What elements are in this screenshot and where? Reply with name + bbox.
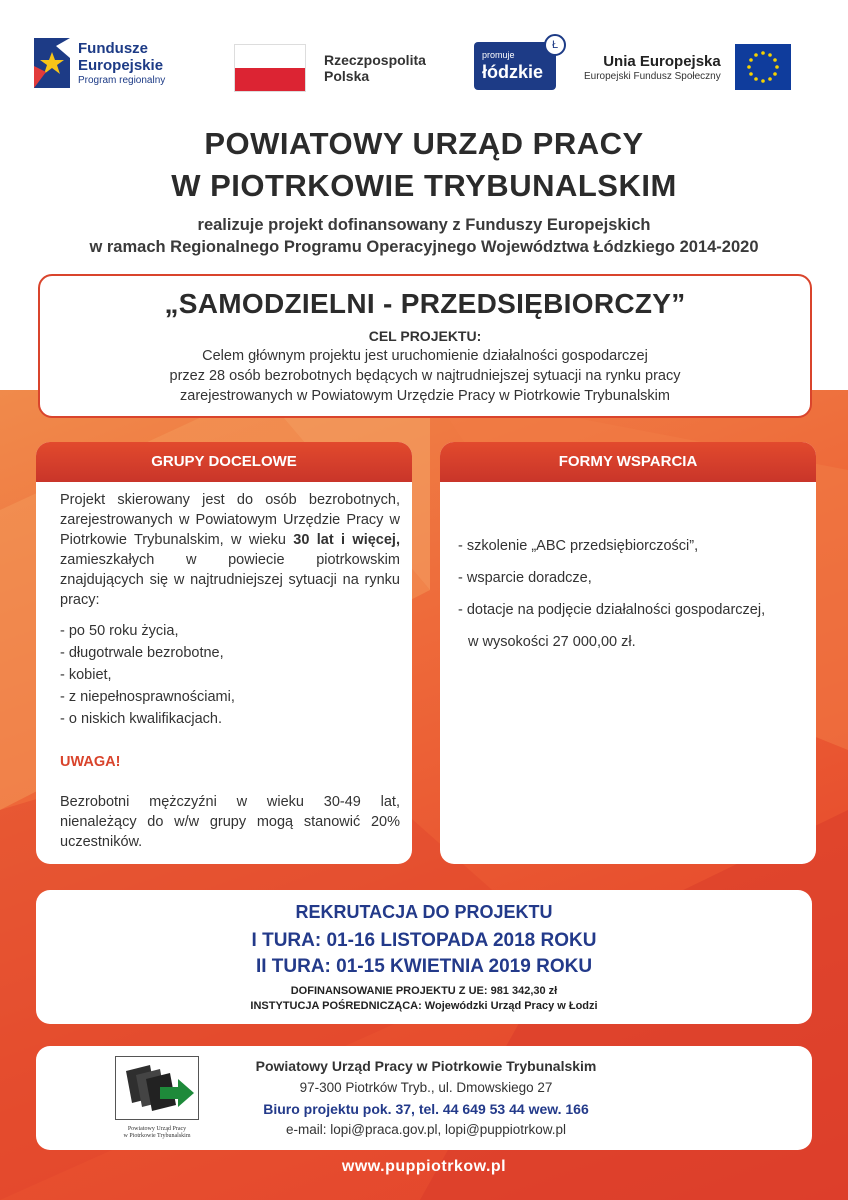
list-item: - szkolenie „ABC przedsiębiorczości”,	[458, 538, 699, 554]
list-item: - po 50 roku życia,	[60, 623, 179, 639]
unia-europejska-logo	[584, 44, 791, 90]
subtitle-line2: w ramach Regionalnego Programu Operacyjnego Województwa Łódzkiego 2014-2020	[89, 238, 759, 256]
pl-line1: Rzeczpospolita	[324, 52, 426, 68]
project-office: Biuro projektu pok. 37, tel. 44 649 53 44 wew. 166	[263, 1101, 589, 1117]
polish-flag-icon	[234, 44, 306, 92]
funding-amount: DOFINANSOWANIE PROJEKTU Z UE: 981 342,30 zł	[290, 985, 558, 997]
target-groups-panel	[36, 442, 412, 864]
contact-email[interactable]: e-mail: lopi@praca.gov.pl, lopi@puppiotrkow.pl	[285, 1122, 567, 1137]
logo-caption-2: w Piotrkowie Trybunalskim	[123, 1133, 191, 1139]
subtitle-line1: realizuje projekt dofinansowany z Funduszy Europejskich	[197, 216, 651, 234]
list-item: w wysokości 27 000,00 zł.	[468, 634, 636, 650]
recruitment-box	[36, 890, 812, 1024]
goal-line3: zarejestrowanych w Powiatowym Urzędzie Pracy w Piotrkowie Trybunalskim	[180, 388, 670, 404]
recruitment-heading: REKRUTACJA DO PROJEKTU	[295, 902, 553, 922]
page-title-line2: W PIOTRKOWIE TRYBUNALSKIM	[171, 168, 677, 203]
goal-heading: CEL PROJEKTU:	[368, 328, 482, 344]
warning-label: UWAGA!	[60, 754, 121, 770]
lodz-badge-icon: Ł	[544, 34, 566, 56]
pup-logo	[112, 1056, 202, 1144]
intro-age-bold: 30 lat i więcej,	[293, 532, 400, 548]
promuje-lodzkie-logo	[474, 39, 559, 90]
project-name: „SAMODZIELNI - PRZEDSIĘBIORCZY”	[164, 288, 686, 319]
list-item: - dotacje na podjęcie działalności gospodarczej,	[458, 602, 766, 618]
pl-line2: Polska	[324, 68, 370, 84]
intro-text-a: Projekt skierowany jest do osób bezrobotnych, zarejestrowanych w Powiatowym Urzędzie Pracy w Piotrkowie Trybunalskim, w wieku	[60, 492, 400, 548]
page-title-line1: POWIATOWY URZĄD PRACY	[204, 126, 644, 161]
org-address: 97-300 Piotrków Tryb., ul. Dmowskiego 27	[299, 1080, 553, 1095]
eu-line2: Europejski Fundusz Społeczny	[584, 70, 721, 82]
recruitment-tour2: II TURA: 01-15 KWIETNIA 2019 ROKU	[255, 956, 593, 977]
pup-arrow-icon	[115, 1056, 199, 1120]
fe-line3: Program regionalny	[78, 74, 166, 86]
list-item: - kobiet,	[60, 667, 112, 683]
fundusze-europejskie-logo	[34, 38, 165, 88]
goal-line2: przez 28 osób bezrobotnych będących w najtrudniejszej sytuacji na rynku pracy	[169, 368, 681, 384]
rzeczpospolita-logo	[234, 44, 426, 92]
logo-bar	[0, 34, 848, 104]
org-name: Powiatowy Urząd Pracy w Piotrkowie Trybunalskim	[255, 1058, 597, 1074]
recruitment-tour1: I TURA: 01-16 LISTOPADA 2018 ROKU	[251, 930, 597, 951]
fe-star-icon	[34, 38, 70, 88]
lodz-big: łódzkie	[482, 62, 544, 82]
logo-caption-1: Powiatowy Urząd Pracy	[127, 1126, 187, 1132]
target-groups-intro	[60, 490, 400, 610]
support-forms-heading: FORMY WSPARCIA	[440, 442, 816, 482]
support-forms-panel	[440, 442, 816, 864]
list-item: - o niskich kwalifikacjach.	[60, 711, 222, 727]
fe-line1: Fundusze	[78, 39, 148, 57]
goal-line1: Celem głównym projektu jest uruchomienie działalności gospodarczej	[202, 348, 648, 364]
goal-description	[40, 346, 810, 406]
website-link[interactable]: www.puppiotrkow.pl	[341, 1158, 507, 1175]
contact-box	[36, 1046, 812, 1150]
warning-text: Bezrobotni mężczyźni w wieku 30-49 lat, nienależący do w/w grupy mogą stanowić 20% uczestników.	[60, 794, 400, 850]
list-item: - wsparcie doradcze,	[458, 570, 592, 586]
target-groups-list	[60, 620, 400, 730]
support-forms-list	[458, 530, 765, 658]
intermediary-institution: INSTYTUCJA POŚREDNICZĄCA: Wojewódzki Urząd Pracy w Łodzi	[250, 1000, 598, 1012]
list-item: - długotrwale bezrobotne,	[60, 645, 224, 661]
fe-line2: Europejskie	[78, 56, 164, 74]
list-item: - z niepełnosprawnościami,	[60, 689, 235, 705]
lodz-small: promuje	[482, 50, 515, 60]
project-box	[38, 274, 812, 418]
eu-flag-icon	[735, 44, 791, 90]
eu-line1: Unia Europejska	[603, 52, 721, 70]
intro-text-b: zamieszkałych w powiecie piotrkowskim znajdujących się w najtrudniejszej sytuacji na rynku pracy:	[60, 552, 400, 608]
target-groups-heading: GRUPY DOCELOWE	[36, 442, 412, 482]
